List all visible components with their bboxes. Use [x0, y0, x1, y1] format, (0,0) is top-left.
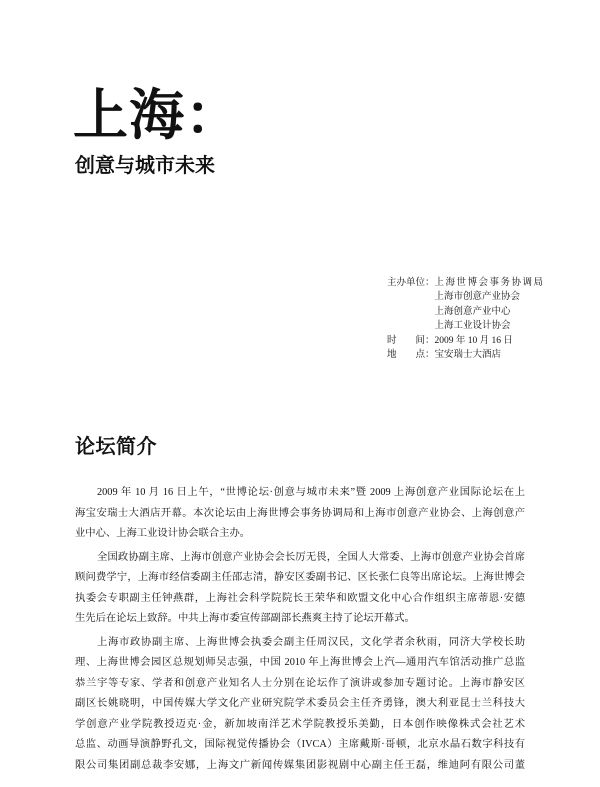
organizer-row: [387, 290, 545, 304]
organizer-2: 上海市创意产业协会: [434, 292, 521, 303]
organizer-row: [387, 276, 545, 290]
page-subtitle: 创意与城市未来: [75, 155, 215, 177]
paragraph-1: [75, 483, 525, 545]
time-row: [387, 334, 545, 348]
paragraph-line: 理、上海世博会园区总规划师吴志强，中国 2010 年上海世博会上汽—通用汽车馆活动推广总监: [75, 657, 525, 668]
paragraph-line: 副区长姚晓明，中国传媒大学文化产业研究院学术委员会主任齐勇锋，澳大利亚昆士兰科技大: [75, 698, 525, 709]
organizer-4: 上海工业设计协会: [434, 321, 511, 332]
paragraph-line: 2009 年 10 月 16 日上午，“世博论坛·创意与城市未来”暨 2009 上海创意产业国际论坛在上: [97, 487, 525, 498]
paragraph-line: 生先后在论坛上致辞。中共上海市委宣传部副部长燕爽主持了论坛开幕式。: [75, 613, 415, 624]
paragraph-line: 限公司集团副总裁李安娜，上海文广新闻传媒集团影视剧中心副主任王磊，维迪阿有限公司董: [75, 759, 525, 771]
paragraph-line: 业中心、上海工业设计协会联合主办。: [75, 528, 251, 539]
organizer-row: [387, 305, 545, 319]
organizer-label: 主办单位：: [387, 278, 435, 288]
paragraph-line: 全国政协副主席、上海市创意产业协会会长厉无畏，全国人大常委、上海市创意产业协会首席: [97, 551, 525, 563]
time-value: 2009 年 10 月 16 日: [434, 335, 513, 346]
paragraph-line: 海宝安瑞士大酒店开幕。本次论坛由上海世博会事务协调局和上海市创意产业协会、上海创意产: [75, 507, 525, 519]
organizer-row: [387, 319, 545, 333]
section-heading: 论坛简介: [75, 436, 157, 458]
paragraph-line: 上海市政协副主席、上海世博会执委会副主任周汉民，文化学者余秋雨，同济大学校长助: [97, 636, 525, 648]
time-label: 时 间：: [387, 335, 435, 346]
paragraph-line: 学创意产业学院教授迈克·金，新加坡南洋艺术学院教授乐美勤，日本创作映像株式会社艺术: [75, 718, 525, 730]
paragraph-2: [75, 548, 525, 630]
place-label: 地 点：: [387, 350, 435, 361]
organizer-1: 上海世博会事务协调局: [434, 278, 545, 288]
paragraph-3: [75, 633, 525, 777]
section-body: [75, 483, 525, 779]
page-title: 上海：: [73, 85, 242, 146]
paragraph-line: 恭兰宇等专家、学者和创意产业知名人士分别在论坛作了演讲或参加专题讨论。上海市静安区: [75, 677, 525, 689]
paragraph-line: 顾问费学宁，上海市经信委副主任邵志清，静安区委副书记、区长张仁良等出席论坛。上海世博会: [75, 572, 525, 583]
place-value: 宝安瑞士大酒店: [434, 350, 502, 361]
paragraph-line: 执委会专职副主任钟燕群，上海社会科学院院长王荣华和欧盟文化中心合作组织主席蒂恩·安德: [75, 592, 525, 604]
place-row: [387, 348, 545, 362]
paragraph-line: 总监、动画导演静野孔文，国际视觉传播协会（IVCA）主席戴斯·哥顿，北京水晶石数字科技有: [75, 739, 525, 750]
forum-info-block: [387, 276, 545, 362]
organizer-3: 上海创意产业中心: [434, 306, 511, 317]
